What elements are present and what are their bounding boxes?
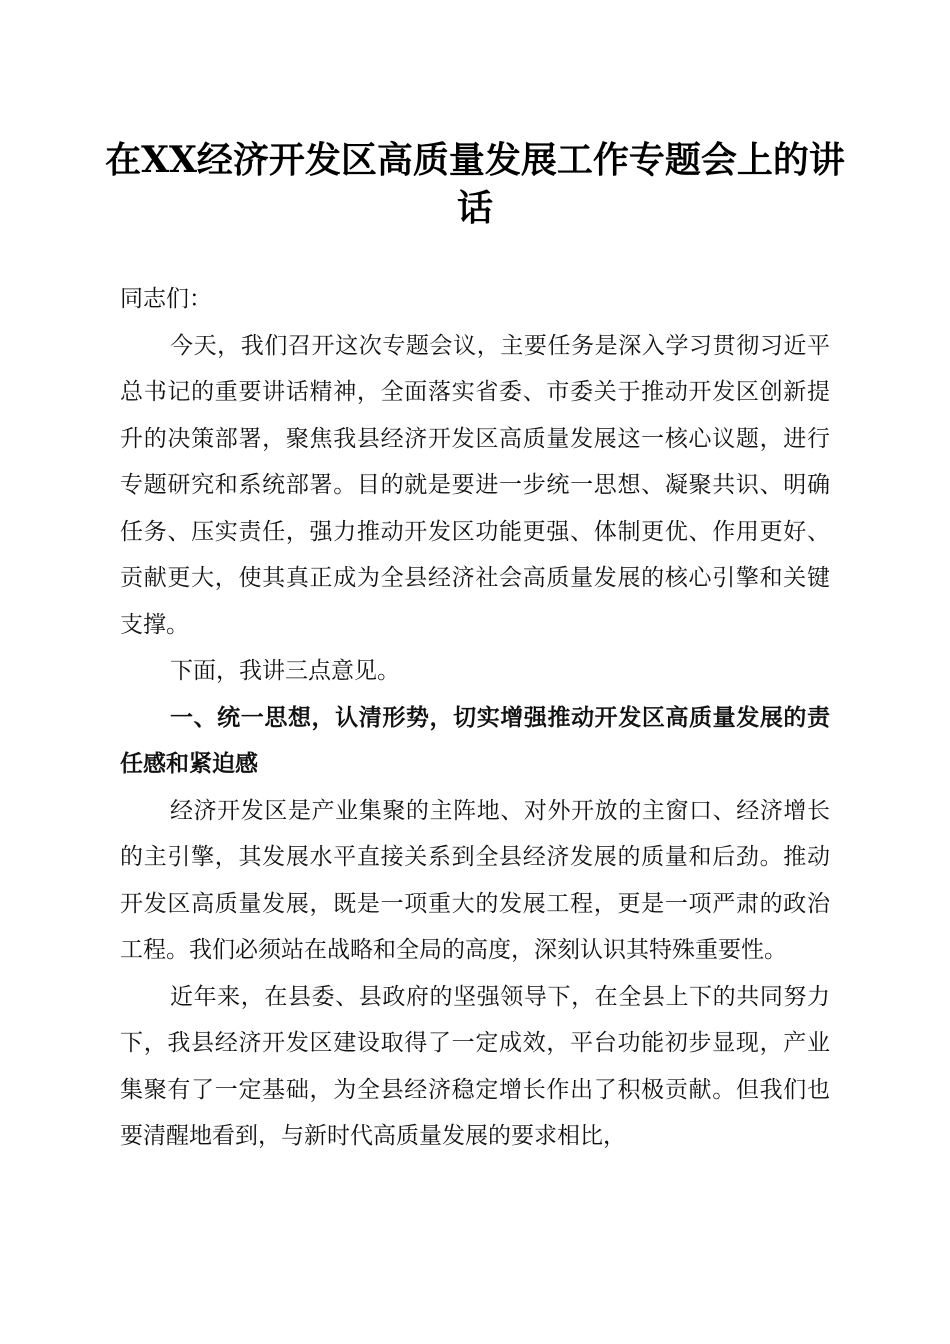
section-1-paragraph: 经济开发区是产业集聚的主阵地、对外开放的主窗口、经济增长的主引擎，其发展水平直接关系到全县经济发展的质量和后劲。推动开发区高质量发展，既是一项重大的发展工程，更是一项严肃的政治工程。我们必须站在战略和全局的高度，深刻认识其特殊重要性。 [120,797,830,963]
outline-paragraph: 下面，我讲三点意见。 [170,658,400,684]
section-1-paragraph: 近年来，在县委、县政府的坚强领导下，在全县上下的共同努力下，我县经济开发区建设取得了一定成效，平台功能初步显现，产业集聚有了一定基础，为全县经济稳定增长作出了积极贡献。但我们也要清醒地看到，与新时代高质量发展的要求相比， [120,983,830,1149]
intro-paragraph: 今天，我们召开这次专题会议，主要任务是深入学习贯彻习近平总书记的重要讲话精神，全面落实省委、市委关于推动开发区创新提升的决策部署，聚焦我县经济开发区高质量发展这一核心议题，进行专题研究和系统部署。目的就是要进一步统一思想、凝聚共识、明确任务、压实责任，强力推动开发区功能更强、体制更优、作用更好、贡献更大，使其真正成为全县经济社会高质量发展的核心引擎和关键支撑。 [120,332,830,638]
salutation: 同志们： [120,286,212,312]
document-body [120,276,830,1160]
section-1-heading: 一、统一思想，认清形势，切实增强推动开发区高质量发展的责任感和紧迫感 [120,704,830,777]
document-title: 在XX经济开发区高质量发展工作专题会上的讲话 [105,139,845,229]
